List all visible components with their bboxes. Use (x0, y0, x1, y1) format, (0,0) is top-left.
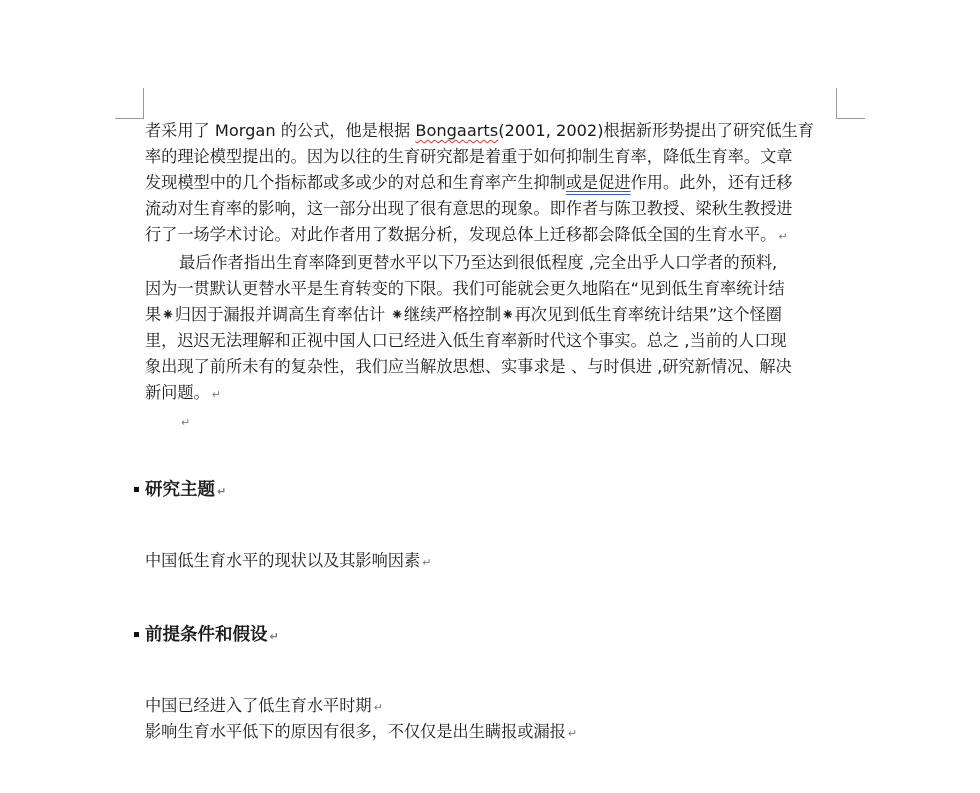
heading-bullet-icon (134, 487, 139, 492)
paragraph-mark: ↵ (422, 556, 432, 569)
paragraph-mark: ↵ (217, 485, 227, 498)
paragraph-mark: ↵ (211, 388, 221, 401)
paragraph-1[interactable] (145, 118, 837, 250)
paragraph-mark: ↵ (373, 701, 383, 714)
paragraph-2[interactable] (145, 250, 837, 408)
spellcheck-word[interactable]: Bongaarts (415, 121, 499, 140)
paragraph-mark: ↵ (181, 416, 191, 429)
paragraph-line: 果⁕归因于漏报并调高生育率估计 ⁕继续严格控制⁕再次见到低生育率统计结果”这个怪圈 (145, 305, 782, 324)
grammar-check-phrase[interactable]: 或是促进 (565, 173, 631, 192)
paragraph-line: 发现模型中的几个指标都或多或少的对总和生育率产生抑制或是促进作用。此外，还有迁移 (145, 173, 793, 192)
assumption-line-2[interactable]: 影响生育水平低下的原因有很多，不仅仅是出生瞒报或漏报 ↵ (145, 722, 578, 741)
section-heading-research-topic[interactable]: 研究主题 ↵ (145, 477, 226, 505)
paragraph-line: 新问题。 ↵ (145, 383, 221, 402)
paragraph-line: 最后作者指出生育率降到更替水平以下乃至达到很低程度 ,完全出乎人口学者的预料, (179, 253, 778, 272)
document-page[interactable] (145, 118, 837, 434)
paragraph-line: 率的理论模型提出的。因为以往的生育研究都是着重于如何抑制生育率，降低生育率。文章 (145, 147, 793, 166)
paragraph-line: 流动对生育率的影响，这一部分出现了很有意思的现象。即作者与陈卫教授、梁秋生教授进 (145, 199, 793, 218)
paragraph-mark: ↵ (778, 230, 788, 243)
research-topic-body[interactable]: 中国低生育水平的现状以及其影响因素 ↵ (145, 551, 432, 570)
paragraph-line: 里，迟迟无法理解和正视中国人口已经进入低生育率新时代这个事实。总之 ,当前的人口现 (145, 331, 787, 350)
heading-bullet-icon (134, 632, 139, 637)
page-corner-mark-top-right (836, 88, 865, 119)
paragraph-line: 因为一贯默认更替水平是生育转变的下限。我们可能就会更久地陷在“见到低生育率统计结 (145, 279, 785, 298)
paragraph-mark: ↵ (567, 727, 578, 740)
paragraph-mark: ↵ (269, 630, 279, 643)
page-corner-mark-top-left (115, 88, 144, 119)
paragraph-line: 者采用了 Morgan 的公式，他是根据 Bongaarts(2001, 2002)根据新形势提出了研究低生育 (145, 121, 814, 140)
paragraph-line: 象出现了前所未有的复杂性，我们应当解放思想、实事求是 、与时俱进 ,研究新情况、解决 (145, 357, 792, 376)
section-heading-assumptions[interactable]: 前提条件和假设 ↵ (145, 622, 279, 650)
assumption-line-1[interactable]: 中国已经进入了低生育水平时期 ↵ (145, 696, 383, 715)
paragraph-line: 行了一场学术讨论。对此作者用了数据分析，发现总体上迁移都会降低全国的生育水平。 ↵ (145, 225, 788, 244)
empty-paragraph[interactable] (145, 408, 837, 434)
